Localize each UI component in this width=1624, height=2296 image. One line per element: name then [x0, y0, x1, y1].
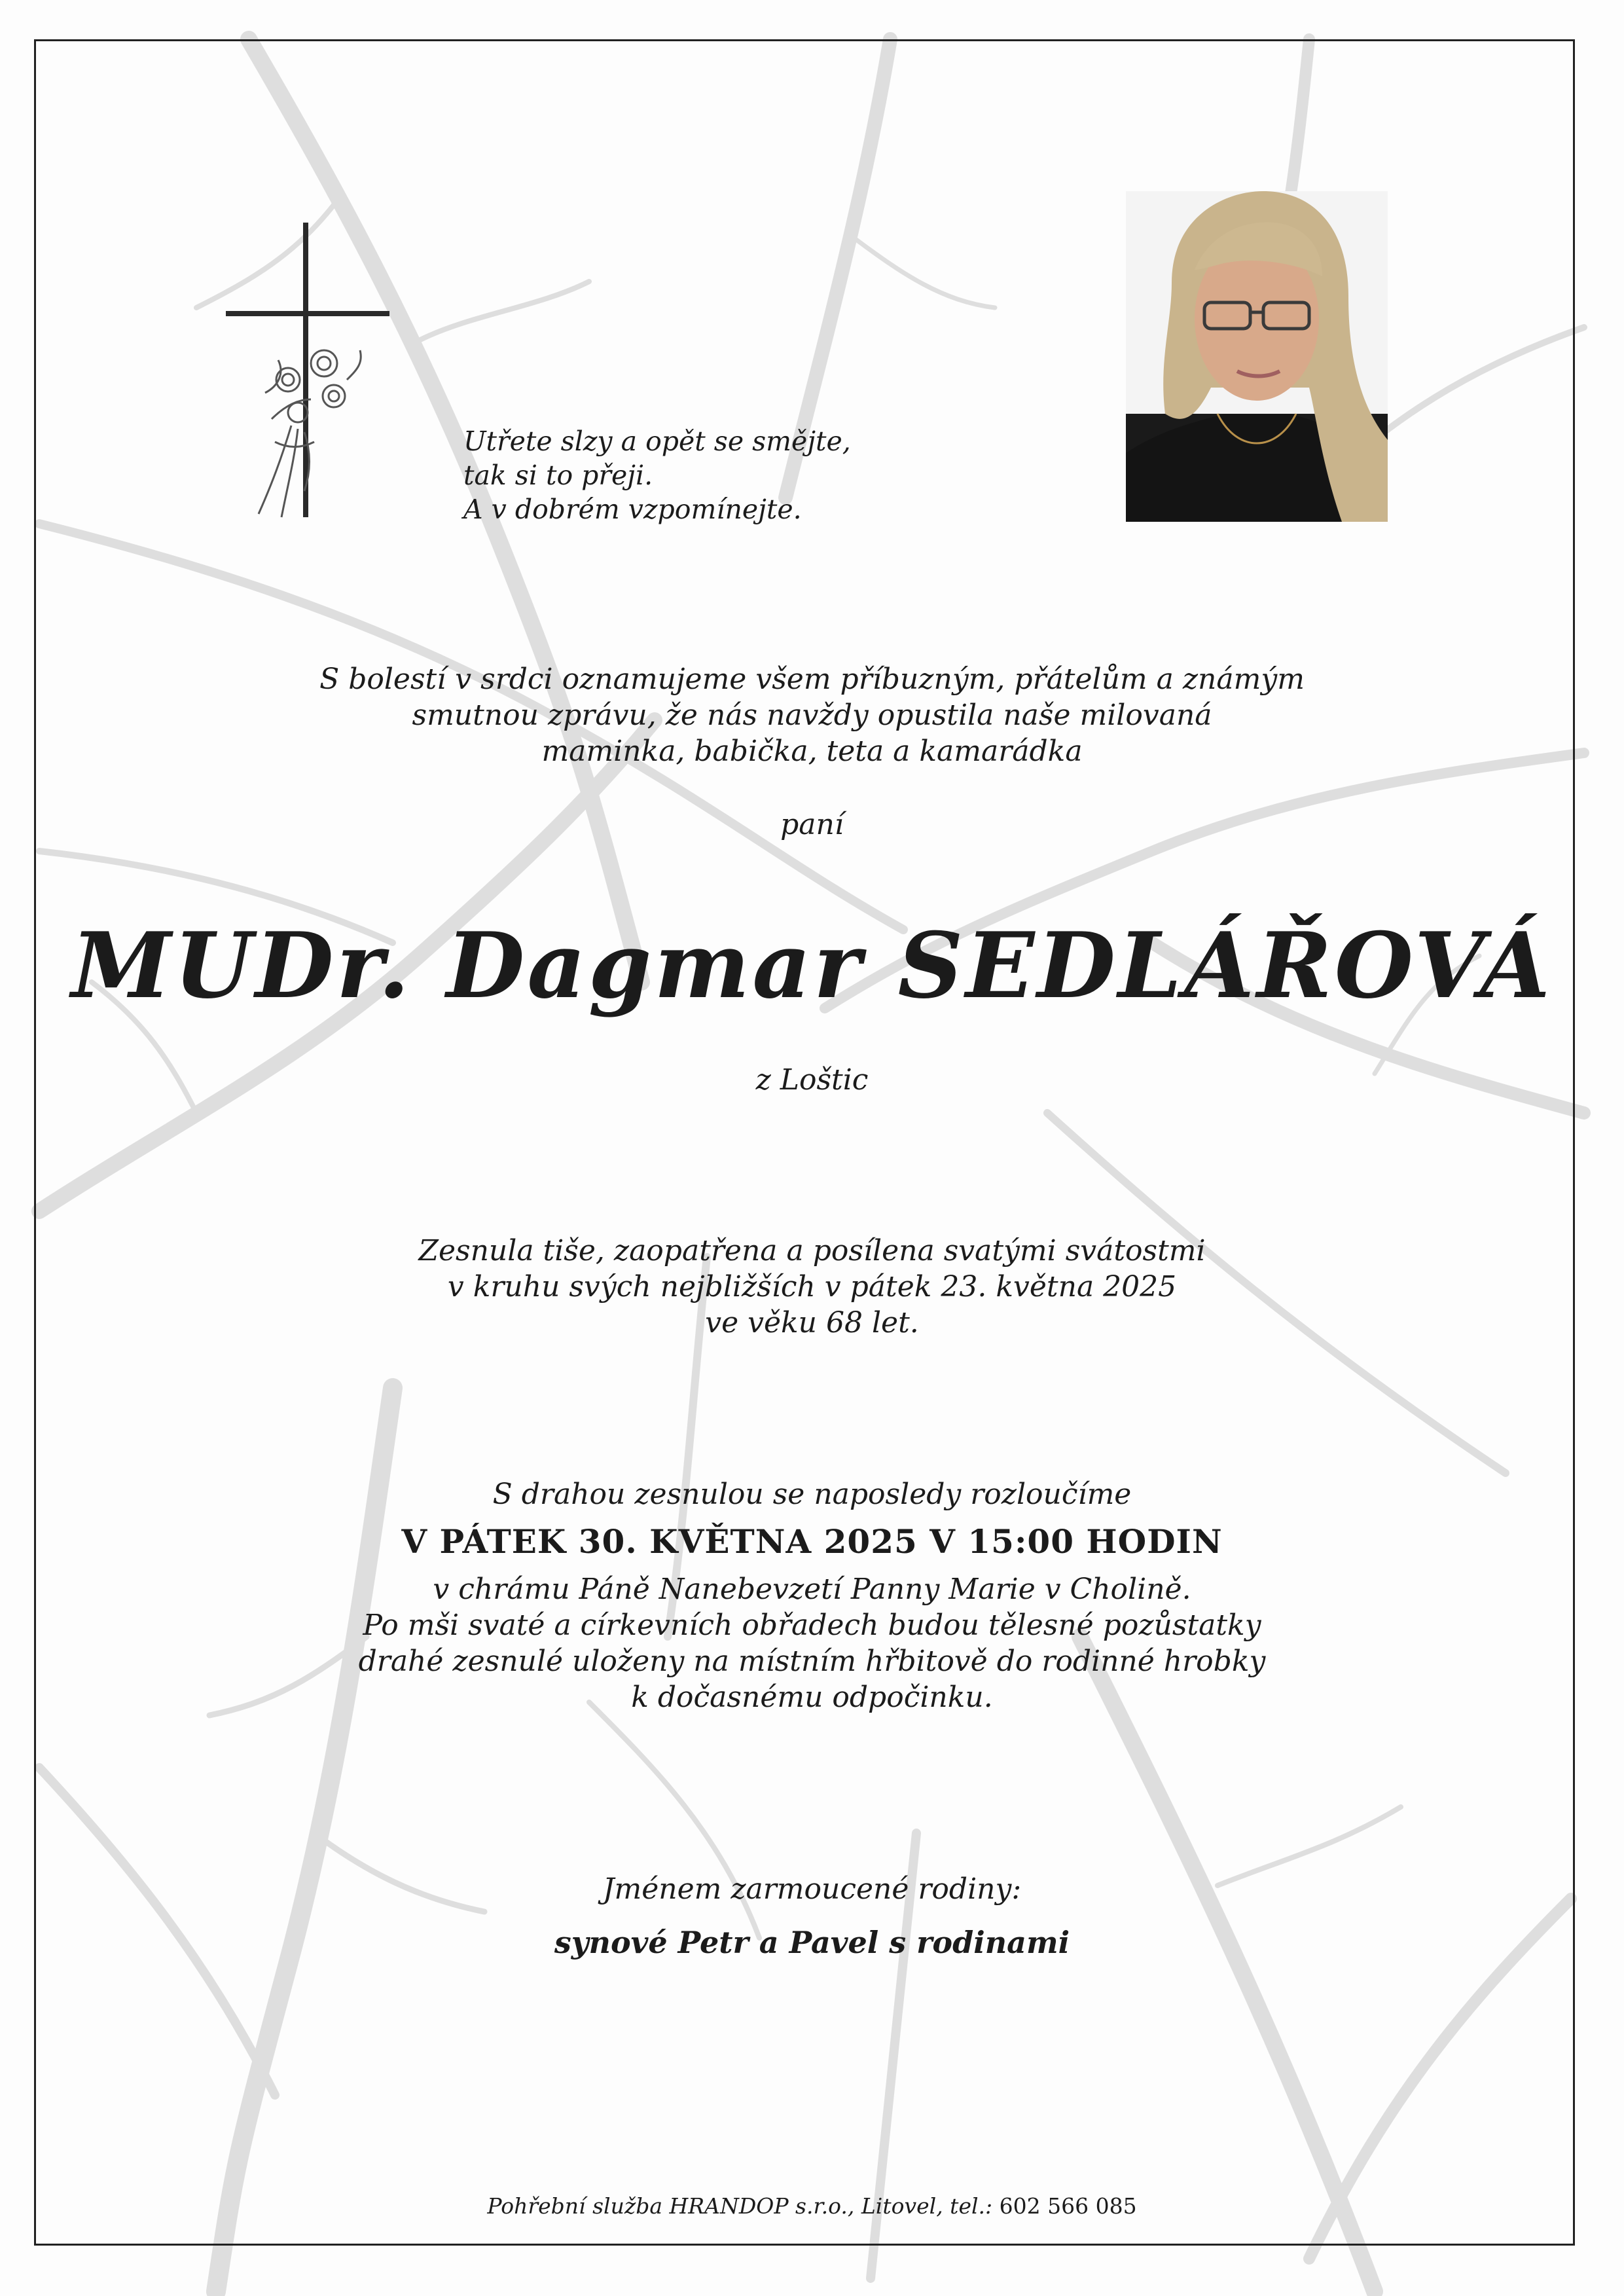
family-names: synové Petr a Pavel s rodinami — [554, 1925, 1070, 1960]
footer-phone: 602 566 085 — [999, 2193, 1137, 2219]
farewell-details-line: Po mši svaté a církevních obřadech budou tělesné pozůstatky — [363, 1609, 1261, 1642]
death-notice-line: ve věku 68 let. — [705, 1306, 919, 1339]
origin: z Loštic — [755, 1063, 869, 1097]
footer-company: Pohřební služba HRANDOP s.r.o., Litovel, tel.: — [487, 2193, 1000, 2219]
farewell-details-line: drahé zesnulé uloženy na místním hřbitově do rodinné hrobky — [358, 1645, 1266, 1678]
death-notice-line: Zesnula tiše, zaopatřena a posílena svatými svátostmi — [418, 1234, 1206, 1267]
farewell-details-line: k dočasnému odpočinku. — [631, 1681, 993, 1714]
portrait-photo — [1126, 191, 1388, 522]
verse-line: Utřete slzy a opět se smějte, — [463, 426, 851, 457]
cross-with-roses-icon — [226, 223, 396, 530]
verse-line: A v dobrém vzpomínejte. — [463, 494, 802, 525]
farewell-intro: S drahou zesnulou se naposledy rozloučíme — [492, 1478, 1132, 1511]
announcement-line: maminka, babička, teta a kamarádka — [541, 735, 1083, 768]
farewell-datetime: V PÁTEK 30. KVĚTNA 2025 V 15:00 HODIN — [401, 1522, 1223, 1561]
memorial-verse — [463, 424, 922, 526]
announcement-line: S bolestí v srdci oznamujeme všem příbuzným, přátelům a známým — [319, 663, 1305, 696]
farewell-details — [34, 1571, 1590, 1715]
deceased-name: MUDr. Dagmar SEDLÁŘOVÁ — [71, 912, 1553, 1019]
death-notice — [34, 1233, 1590, 1341]
salutation: paní — [780, 808, 844, 841]
footer — [34, 2192, 1590, 2221]
verse-line: tak si to přeji. — [463, 460, 653, 491]
death-notice-line: v kruhu svých nejbližších v pátek 23. května 2025 — [447, 1270, 1177, 1303]
announcement — [34, 661, 1590, 769]
family-heading: Jménem zarmoucené rodiny: — [602, 1872, 1022, 1906]
announcement-line: smutnou zprávu, že nás navždy opustila naše milovaná — [412, 699, 1212, 732]
farewell-details-line: v chrámu Páně Nanebevzetí Panny Marie v Cholině. — [433, 1573, 1191, 1606]
